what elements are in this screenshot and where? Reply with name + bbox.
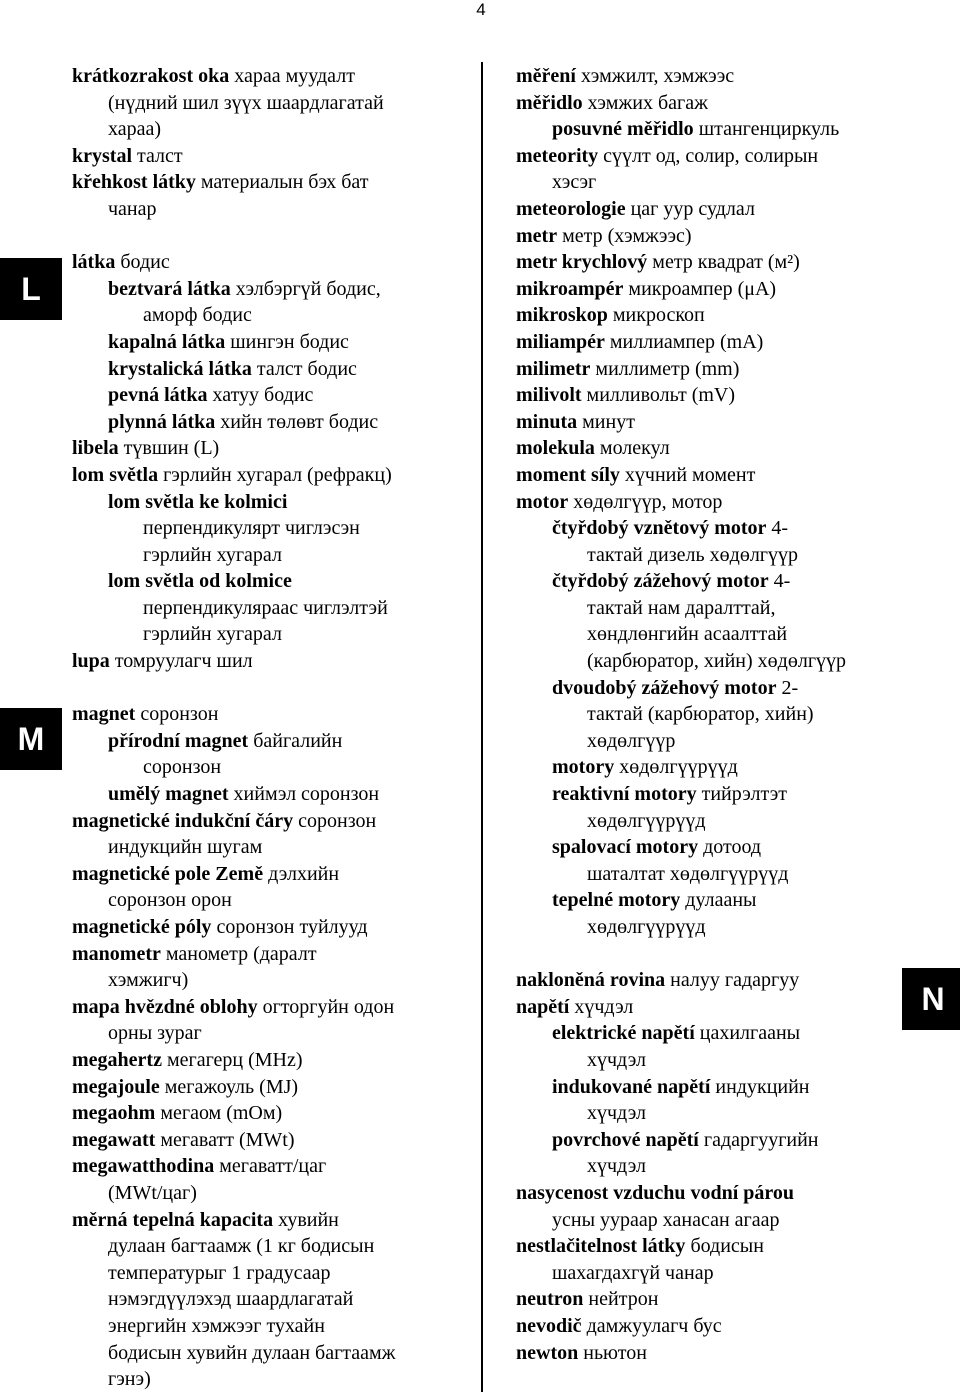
dictionary-line bbox=[72, 941, 472, 968]
dictionary-line bbox=[516, 435, 896, 462]
definition: цаг уур судлал bbox=[625, 197, 755, 220]
dictionary-line bbox=[516, 515, 896, 542]
definition: бодис bbox=[115, 251, 170, 274]
dictionary-line bbox=[516, 834, 896, 861]
definition: соронзон орон bbox=[108, 889, 232, 912]
headword: čtyřdobý zážehový motor bbox=[552, 570, 769, 593]
definition: метр (хэмжээс) bbox=[557, 224, 692, 247]
dictionary-line bbox=[72, 861, 472, 888]
definition: перпендикулярт чиглэсэн bbox=[143, 517, 360, 540]
dictionary-line bbox=[516, 302, 896, 329]
dictionary-line bbox=[516, 462, 896, 489]
definition: индукцийн bbox=[710, 1075, 810, 1098]
definition: ньютон bbox=[578, 1341, 647, 1364]
definition: хараа муудалт bbox=[229, 65, 355, 87]
headword: mikroskop bbox=[516, 304, 608, 327]
definition: соронзон bbox=[293, 809, 377, 832]
dictionary-line bbox=[72, 382, 472, 409]
definition: тактай (карбюратор, хийн) bbox=[587, 703, 814, 726]
dictionary-line bbox=[72, 1047, 472, 1074]
headword: magnetické pole Země bbox=[72, 862, 264, 885]
definition: соронзон bbox=[143, 756, 222, 779]
blank-line bbox=[516, 941, 896, 968]
dictionary-line bbox=[516, 1180, 896, 1207]
dictionary-line bbox=[516, 1153, 896, 1180]
definition: хэмжигч) bbox=[108, 969, 189, 992]
dictionary-line bbox=[72, 1207, 472, 1234]
dictionary-line bbox=[72, 515, 472, 542]
headword: megajoule bbox=[72, 1075, 160, 1098]
definition: нэмэгдүүлэхэд шаардлагатай bbox=[108, 1288, 354, 1311]
dictionary-line bbox=[72, 276, 472, 303]
definition: соронзон туйлууд bbox=[211, 916, 368, 938]
dictionary-line bbox=[516, 861, 896, 888]
dictionary-line bbox=[516, 63, 896, 90]
definition: байгалийн bbox=[248, 729, 343, 752]
definition: дэлхийн bbox=[263, 862, 340, 885]
definition: бодисын хувийн дулаан багтаамж bbox=[108, 1341, 396, 1364]
definition: (карбюратор, хийн) хөдөлгүүр bbox=[587, 650, 847, 673]
definition: тактай нам даралттай, bbox=[587, 596, 776, 619]
definition: гэрлийн хугарал bbox=[143, 623, 282, 646]
headword: lupa bbox=[72, 650, 110, 673]
dictionary-line bbox=[72, 568, 472, 595]
dictionary-line bbox=[516, 1260, 896, 1287]
dictionary-line bbox=[516, 329, 896, 356]
section-tab-l: L bbox=[0, 258, 62, 320]
headword: nevodič bbox=[516, 1314, 582, 1337]
headword: milimetr bbox=[516, 357, 591, 380]
definition: хувийн bbox=[273, 1208, 339, 1231]
definition: чанар bbox=[108, 197, 157, 220]
definition: хөдөлгүүрүүд bbox=[587, 809, 706, 832]
definition: хөдөлгүүр bbox=[587, 729, 676, 752]
dictionary-line bbox=[72, 196, 472, 223]
headword: nestlačitelnost látky bbox=[516, 1235, 686, 1258]
definition: бодисын bbox=[685, 1235, 764, 1258]
definition: нейтрон bbox=[583, 1288, 659, 1311]
definition: гадаргуугийн bbox=[698, 1128, 819, 1151]
dictionary-line bbox=[516, 90, 896, 117]
dictionary-line bbox=[516, 143, 896, 170]
dictionary-line bbox=[72, 1180, 472, 1207]
definition: хийн төлөвт бодис bbox=[215, 410, 379, 433]
definition: мегажоуль (MJ) bbox=[159, 1075, 299, 1098]
definition: мегаом (mОм) bbox=[155, 1102, 283, 1125]
headword: magnetické póly bbox=[72, 916, 212, 938]
dictionary-line bbox=[516, 701, 896, 728]
dictionary-line bbox=[516, 1207, 896, 1234]
definition: шингэн бодис bbox=[225, 330, 349, 353]
dictionary-line bbox=[516, 1020, 896, 1047]
dictionary-line bbox=[516, 595, 896, 622]
definition: хүчдэл bbox=[587, 1048, 646, 1071]
definition: штангенциркуль bbox=[693, 118, 840, 141]
definition: миллиампер (mA) bbox=[604, 330, 764, 353]
definition: хиймэл соронзон bbox=[228, 783, 380, 806]
definition: 4- bbox=[768, 570, 791, 593]
headword: megaohm bbox=[72, 1102, 156, 1125]
dictionary-line bbox=[72, 462, 472, 489]
definition: гэнэ) bbox=[108, 1368, 151, 1391]
dictionary-line bbox=[72, 887, 472, 914]
definition: цахилгааны bbox=[694, 1022, 801, 1045]
headword: křehkost látky bbox=[72, 171, 196, 194]
definition: перпендикуляраас чиглэлтэй bbox=[143, 596, 388, 619]
headword: tepelné motory bbox=[552, 889, 681, 912]
definition: шаталтат хөдөлгүүрүүд bbox=[587, 862, 789, 885]
headword: megawatthodina bbox=[72, 1155, 215, 1178]
dictionary-line bbox=[72, 143, 472, 170]
dictionary-line bbox=[516, 276, 896, 303]
definition: томруулагч шил bbox=[109, 650, 253, 673]
dictionary-line bbox=[72, 781, 472, 808]
dictionary-line bbox=[72, 621, 472, 648]
definition: тийрэлтэт bbox=[696, 783, 788, 806]
headword: magnetické indukční čáry bbox=[72, 809, 294, 832]
headword: libela bbox=[72, 437, 119, 460]
dictionary-line bbox=[516, 1340, 896, 1367]
dictionary-line bbox=[516, 754, 896, 781]
headword: motor bbox=[516, 490, 569, 513]
definition: гэрлийн хугарал (рефракц) bbox=[158, 463, 392, 486]
dictionary-line bbox=[516, 621, 896, 648]
definition: манометр (даралт bbox=[160, 942, 317, 965]
headword: metr krychlový bbox=[516, 251, 648, 274]
definition: хатуу бодис bbox=[207, 384, 314, 407]
page-number: 4 bbox=[476, 0, 486, 19]
definition: микроскоп bbox=[607, 304, 705, 327]
dictionary-line bbox=[516, 994, 896, 1021]
headword: čtyřdobý vznětový motor bbox=[552, 517, 767, 540]
headword: nasycenost vzduchu vodní párou bbox=[516, 1181, 795, 1204]
dictionary-line bbox=[72, 249, 472, 276]
definition: налуу гадаргуу bbox=[665, 969, 800, 992]
headword: megawatt bbox=[72, 1128, 156, 1151]
definition: соронзон bbox=[135, 703, 219, 726]
definition: мегаватт (MWt) bbox=[155, 1128, 295, 1151]
headword: spalovací motory bbox=[552, 836, 699, 859]
dictionary-line bbox=[72, 1366, 472, 1393]
dictionary-line bbox=[72, 1020, 472, 1047]
headword: miliampér bbox=[516, 330, 605, 353]
dictionary-line bbox=[516, 382, 896, 409]
definition: шахагдахгүй чанар bbox=[552, 1261, 714, 1284]
dictionary-line bbox=[72, 1233, 472, 1260]
definition: температурыг 1 градусаар bbox=[108, 1261, 331, 1284]
headword: milivolt bbox=[516, 384, 582, 407]
headword: magnet bbox=[72, 703, 136, 726]
definition: огторгуйн одон bbox=[257, 995, 395, 1018]
headword: měřidlo bbox=[516, 91, 583, 114]
dictionary-line bbox=[516, 808, 896, 835]
definition: сүүлт од, солир, солирын bbox=[598, 144, 819, 167]
right-column bbox=[516, 63, 896, 1366]
dictionary-line bbox=[516, 249, 896, 276]
definition: индукцийн шугам bbox=[108, 836, 263, 859]
dictionary-line bbox=[72, 834, 472, 861]
blank-line bbox=[72, 223, 472, 250]
headword: lom světla ke kolmici bbox=[108, 490, 288, 513]
dictionary-line bbox=[72, 169, 472, 196]
definition: талст bbox=[132, 144, 183, 167]
dictionary-line bbox=[72, 1260, 472, 1287]
dictionary-line bbox=[72, 90, 472, 117]
headword: plynná látka bbox=[108, 410, 216, 433]
dictionary-line bbox=[72, 1127, 472, 1154]
dictionary-line bbox=[516, 1100, 896, 1127]
definition: миллиметр (mm) bbox=[590, 357, 740, 380]
dictionary-line bbox=[516, 887, 896, 914]
dictionary-line bbox=[72, 701, 472, 728]
dictionary-line bbox=[516, 169, 896, 196]
dictionary-line bbox=[516, 409, 896, 436]
headword: dvoudobý zážehový motor bbox=[552, 676, 777, 699]
headword: pevná látka bbox=[108, 384, 208, 407]
headword: manometr bbox=[72, 942, 161, 965]
dictionary-line bbox=[516, 967, 896, 994]
headword: povrchové napětí bbox=[552, 1128, 699, 1151]
definition: хэлбэргүй бодис, bbox=[230, 277, 381, 300]
definition: дотоод bbox=[698, 836, 762, 859]
dictionary-line bbox=[72, 1286, 472, 1313]
definition: хараа) bbox=[108, 118, 162, 141]
dictionary-line bbox=[516, 781, 896, 808]
headword: nakloněná rovina bbox=[516, 969, 666, 992]
headword: moment síly bbox=[516, 463, 620, 486]
definition: талст бодис bbox=[251, 357, 357, 380]
definition: молекул bbox=[594, 437, 670, 460]
definition: 2- bbox=[776, 676, 799, 699]
dictionary-line bbox=[72, 728, 472, 755]
definition: дулааны bbox=[680, 889, 757, 912]
dictionary-line bbox=[72, 1074, 472, 1101]
dictionary-line bbox=[516, 196, 896, 223]
headword: napětí bbox=[516, 995, 570, 1018]
definition: милливольт (mV) bbox=[581, 384, 736, 407]
definition: хүчний момент bbox=[619, 463, 756, 486]
dictionary-line bbox=[72, 1340, 472, 1367]
headword: měření bbox=[516, 65, 576, 87]
definition: мегаватт/цаг bbox=[214, 1155, 327, 1178]
headword: látka bbox=[72, 251, 116, 274]
headword: meteority bbox=[516, 144, 599, 167]
definition: аморф бодис bbox=[143, 304, 252, 327]
definition: хүчдэл bbox=[587, 1102, 646, 1125]
definition: дамжуулагч бус bbox=[581, 1314, 722, 1337]
dictionary-line bbox=[516, 648, 896, 675]
dictionary-line bbox=[72, 1100, 472, 1127]
headword: lom světla od kolmice bbox=[108, 570, 292, 593]
dictionary-line bbox=[72, 754, 472, 781]
dictionary-line bbox=[516, 489, 896, 516]
definition: орны зураг bbox=[108, 1022, 202, 1045]
definition: микроампер (μA) bbox=[623, 277, 777, 300]
headword: elektrické napětí bbox=[552, 1022, 695, 1045]
dictionary-line bbox=[72, 914, 472, 941]
headword: reaktivní motory bbox=[552, 783, 697, 806]
dictionary-line bbox=[516, 542, 896, 569]
definition: хөдөлгүүр, мотор bbox=[568, 490, 723, 513]
headword: molekula bbox=[516, 437, 595, 460]
dictionary-line bbox=[516, 116, 896, 143]
headword: mapa hvězdné oblohy bbox=[72, 995, 258, 1018]
dictionary-line bbox=[72, 63, 472, 90]
dictionary-line bbox=[516, 1074, 896, 1101]
headword: kapalná látka bbox=[108, 330, 226, 353]
definition: 4- bbox=[766, 517, 789, 540]
dictionary-line bbox=[516, 1313, 896, 1340]
definition: дулаан багтаамж (1 кг бодисын bbox=[108, 1235, 375, 1258]
headword: přírodní magnet bbox=[108, 729, 249, 752]
definition: тактай дизель хөдөлгүүр bbox=[587, 543, 798, 566]
headword: posuvné měřidlo bbox=[552, 118, 694, 141]
dictionary-line bbox=[516, 728, 896, 755]
headword: newton bbox=[516, 1341, 579, 1364]
dictionary-line bbox=[72, 1313, 472, 1340]
definition: материалын бэх бат bbox=[195, 171, 369, 194]
definition: энергийн хэмжээг тухайн bbox=[108, 1314, 325, 1337]
headword: minuta bbox=[516, 410, 578, 433]
definition: хөдөлгүүрүүд bbox=[614, 756, 738, 779]
column-divider bbox=[481, 62, 483, 1392]
headword: motory bbox=[552, 756, 615, 779]
headword: indukované napětí bbox=[552, 1075, 711, 1098]
dictionary-line bbox=[516, 1047, 896, 1074]
dictionary-line bbox=[72, 1153, 472, 1180]
dictionary-line bbox=[516, 223, 896, 250]
definition: (нүдний шил зүүх шаардлагатай bbox=[108, 91, 384, 114]
definition: хөндлөнгийн асаалттай bbox=[587, 623, 788, 646]
dictionary-line bbox=[516, 1286, 896, 1313]
definition: минут bbox=[577, 410, 635, 433]
dictionary-line bbox=[72, 409, 472, 436]
blank-line bbox=[72, 675, 472, 702]
headword: megahertz bbox=[72, 1048, 162, 1071]
headword: lom světla bbox=[72, 463, 159, 486]
dictionary-line bbox=[72, 302, 472, 329]
section-tab-m: M bbox=[0, 708, 62, 770]
dictionary-line bbox=[516, 1233, 896, 1260]
section-tab-n: N bbox=[902, 968, 960, 1030]
dictionary-line bbox=[72, 435, 472, 462]
dictionary-line bbox=[72, 542, 472, 569]
definition: мегагерц (MHz) bbox=[161, 1048, 303, 1071]
headword: neutron bbox=[516, 1288, 584, 1311]
definition: түвшин (L) bbox=[118, 437, 220, 460]
definition: хүчдэл bbox=[587, 1155, 646, 1178]
dictionary-line bbox=[72, 994, 472, 1021]
dictionary-line bbox=[72, 116, 472, 143]
dictionary-line bbox=[516, 1127, 896, 1154]
dictionary-line bbox=[516, 568, 896, 595]
dictionary-line bbox=[72, 489, 472, 516]
dictionary-line bbox=[72, 356, 472, 383]
definition: хэмжилт, хэмжээс bbox=[575, 65, 735, 87]
headword: beztvará látka bbox=[108, 277, 231, 300]
left-column bbox=[72, 63, 472, 1393]
definition: хүчдэл bbox=[569, 995, 634, 1018]
headword: mikroampér bbox=[516, 277, 624, 300]
definition: хэмжих багаж bbox=[582, 91, 708, 114]
headword: krátkozrakost oka bbox=[72, 65, 230, 87]
dictionary-line bbox=[72, 648, 472, 675]
definition: метр квадрат (м²) bbox=[647, 251, 800, 274]
dictionary-line bbox=[72, 329, 472, 356]
dictionary-line bbox=[516, 675, 896, 702]
headword: meteorologie bbox=[516, 197, 626, 220]
definition: хэсэг bbox=[552, 171, 597, 194]
headword: krystal bbox=[72, 144, 132, 167]
dictionary-line bbox=[516, 914, 896, 941]
headword: měrná tepelná kapacita bbox=[72, 1208, 274, 1231]
definition: усны уураар ханасан агаар bbox=[552, 1208, 780, 1231]
headword: umělý magnet bbox=[108, 783, 229, 806]
headword: krystalická látka bbox=[108, 357, 252, 380]
headword: metr bbox=[516, 224, 558, 247]
dictionary-line bbox=[72, 967, 472, 994]
dictionary-line bbox=[72, 808, 472, 835]
definition: гэрлийн хугарал bbox=[143, 543, 282, 566]
definition: хөдөлгүүрүүд bbox=[587, 916, 706, 938]
definition: (MWt/цаг) bbox=[108, 1181, 197, 1204]
dictionary-line bbox=[516, 356, 896, 383]
dictionary-line bbox=[72, 595, 472, 622]
